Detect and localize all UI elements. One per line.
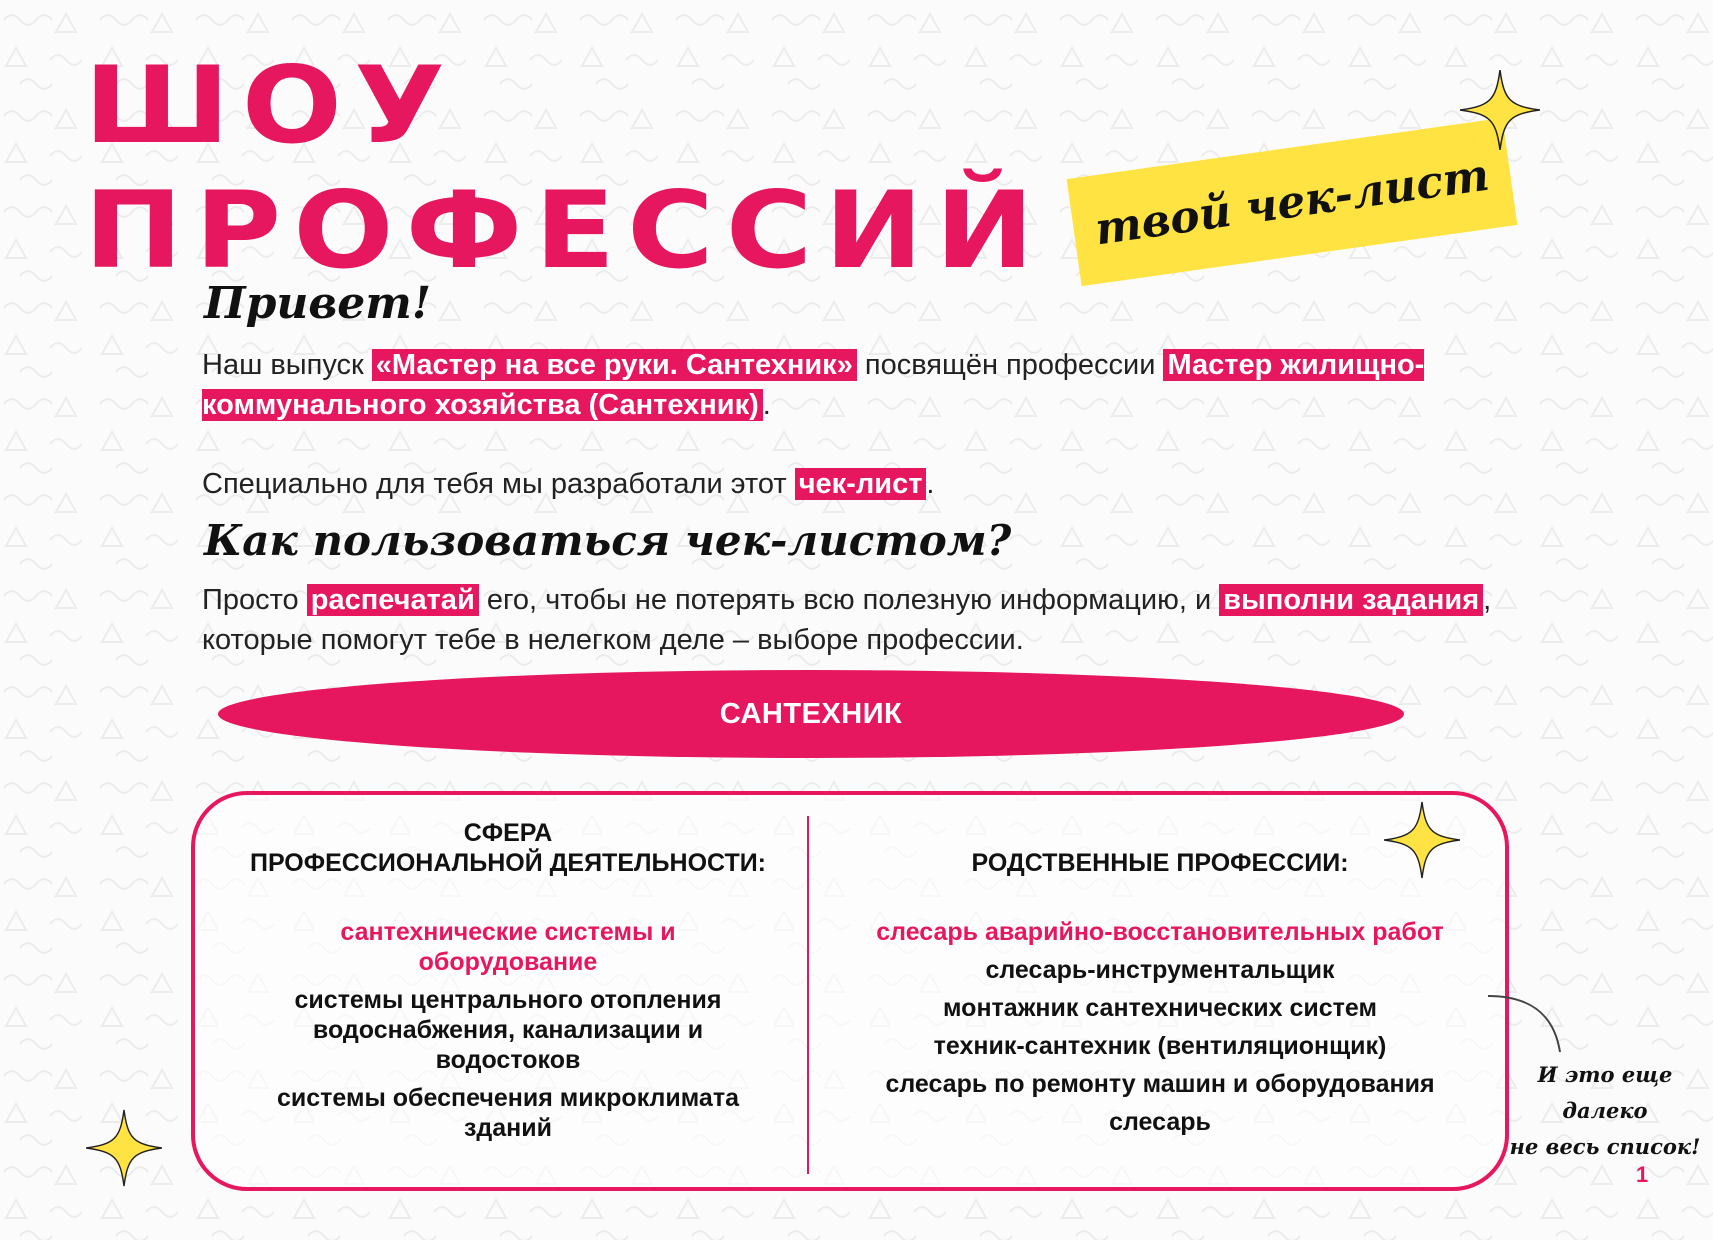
intro-paragraph xyxy=(202,345,1462,425)
howto-text-3: , которые помогут тебе в нелегком деле – выборе профессии. xyxy=(202,584,1492,656)
sphere-heading-line-2: ПРОФЕССИОНАЛЬНОЙ ДЕЯТЕЛЬНОСТИ: xyxy=(249,849,767,877)
greeting-heading: Привет! xyxy=(204,278,432,329)
tasks-highlight: выполни задания xyxy=(1219,584,1483,616)
profession-banner xyxy=(218,670,1404,758)
title-line-1: ШОУ xyxy=(84,43,458,168)
sparkle-star-icon xyxy=(86,1108,162,1188)
related-item: монтажник сантехнических систем xyxy=(943,994,1377,1022)
print-highlight: распечатай xyxy=(307,584,479,616)
related-item: техник-сантехник (вентиляционщик) xyxy=(933,1032,1387,1060)
intro-text-1: Наш выпуск xyxy=(202,349,372,381)
card-divider xyxy=(807,816,809,1174)
related-item: слесарь аварийно-восстановительных работ xyxy=(876,918,1444,946)
page-number: 1 xyxy=(1636,1162,1649,1187)
sphere-item: сантехнические системы и оборудование xyxy=(340,918,676,976)
checklist-highlight: чек-лист xyxy=(795,468,927,500)
howto-text-1: Просто xyxy=(202,584,307,616)
related-item: слесарь-инструментальщик xyxy=(985,956,1335,984)
sphere-heading-line-1: СФЕРА xyxy=(463,819,553,847)
banner-label: САНТЕХНИК xyxy=(719,697,903,730)
checklist-paragraph xyxy=(202,464,1402,504)
curved-pointer-line xyxy=(1480,990,1570,1060)
checklist-text-1: Специально для тебя мы разработали этот xyxy=(202,468,795,500)
issue-title-highlight: «Мастер на все руки. Сантехник» xyxy=(372,349,857,381)
sphere-item: системы центрального отопления водоснабжения, канализации и водостоков xyxy=(294,986,722,1074)
intro-text-2: посвящён профессии xyxy=(856,349,1164,381)
side-note-line-2: не весь список! xyxy=(1509,1134,1701,1159)
related-item: слесарь по ремонту машин и оборудования xyxy=(885,1070,1435,1098)
related-heading: РОДСТВЕННЫЕ ПРОФЕССИИ: xyxy=(971,849,1349,877)
side-note-line-1: И это еще далеко xyxy=(1537,1062,1673,1123)
howto-paragraph xyxy=(202,580,1532,660)
title-line-2: ПРОФЕССИЙ xyxy=(84,168,1046,293)
profession-highlight: Мастер жилищно-коммунального хозяйства (Сантехник) xyxy=(202,349,1425,421)
intro-text-3: . xyxy=(762,389,771,421)
side-note xyxy=(1500,1057,1710,1165)
checklist-text-2: . xyxy=(926,468,935,500)
sphere-item: системы обеспечения микроклимата зданий xyxy=(277,1084,739,1142)
sticker-label: твой чек-лист xyxy=(1091,149,1493,255)
sparkle-star-icon xyxy=(1460,70,1540,150)
howto-heading: Как пользоваться чек-листом? xyxy=(204,516,1012,565)
howto-text-2: его, чтобы не потерять всю полезную информацию, и xyxy=(478,584,1220,616)
related-item: слесарь xyxy=(1109,1108,1211,1136)
sparkle-star-icon xyxy=(1384,800,1460,880)
